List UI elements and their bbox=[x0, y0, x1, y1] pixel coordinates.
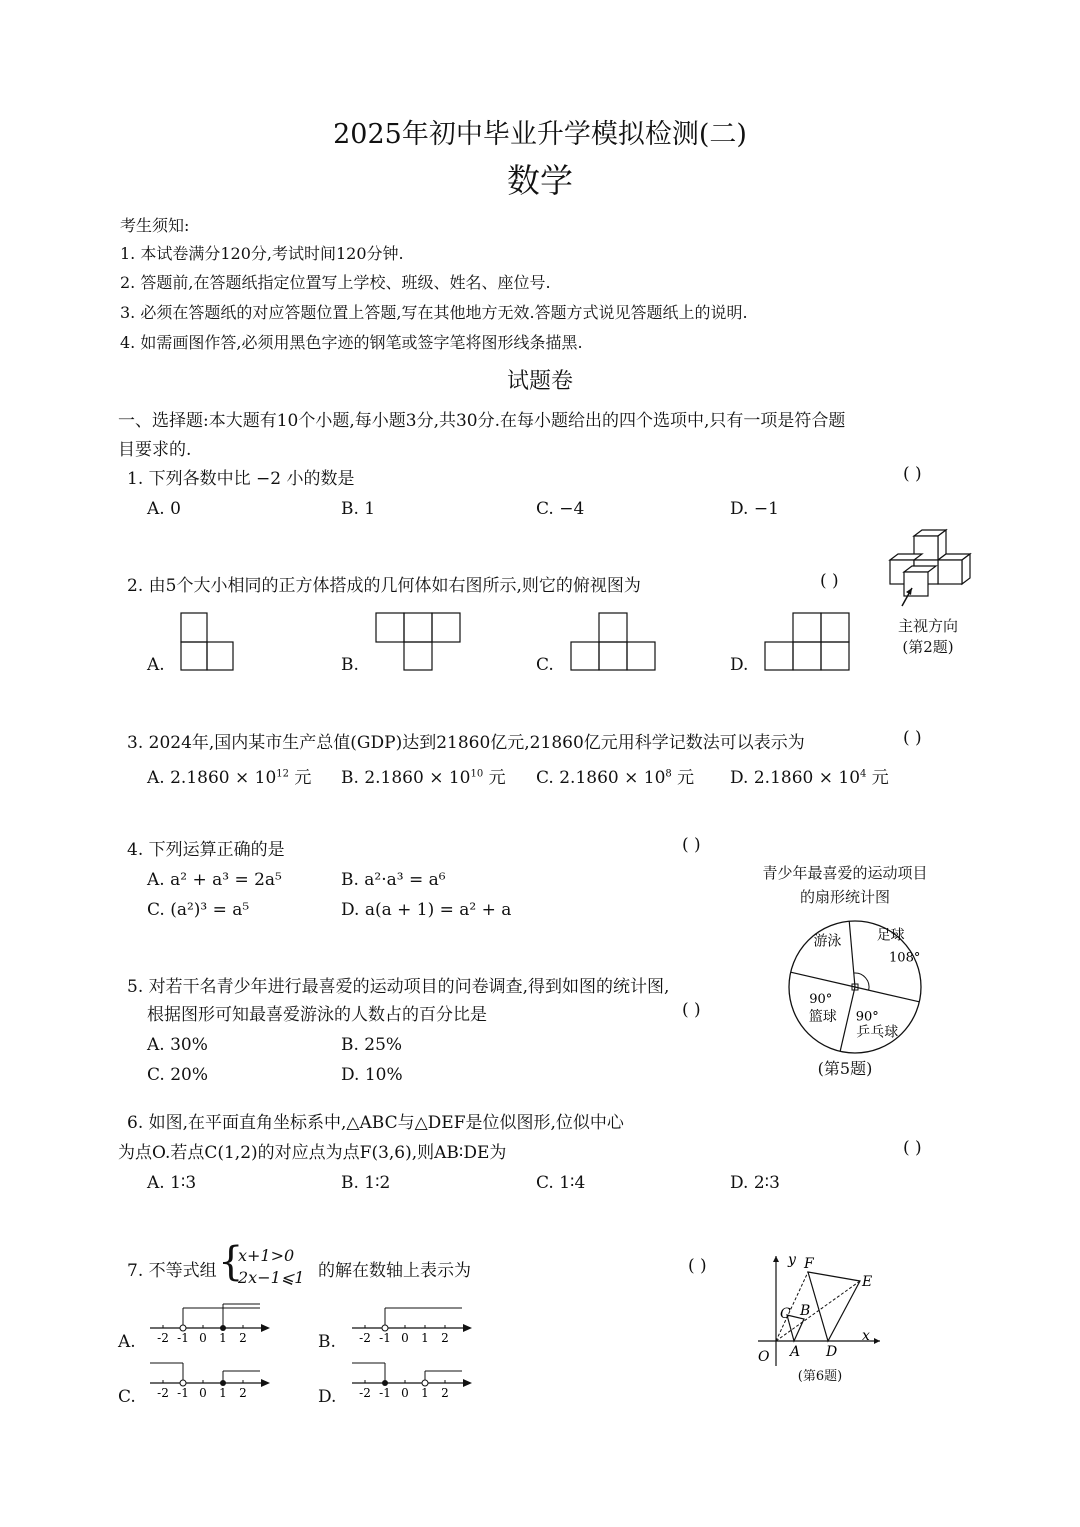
number-line-tick-label: -1 bbox=[177, 1331, 189, 1345]
number-line-tick-label: -1 bbox=[379, 1331, 391, 1345]
q7-option-b-label: B. bbox=[318, 1332, 336, 1352]
q2-answer-paren: ( ) bbox=[820, 571, 839, 591]
fig-label-y: y bbox=[788, 1252, 796, 1268]
q2-view-label: 主视方向 bbox=[897, 617, 958, 635]
number-line-tick-label: -2 bbox=[157, 1331, 169, 1345]
q1-stem: 1. 下列各数中比 −2 小的数是 bbox=[127, 469, 355, 489]
closed-point bbox=[382, 1380, 388, 1386]
q7-inequality-2: 2x−1⩽1 bbox=[238, 1268, 305, 1287]
q6-option-c: C. 1∶4 bbox=[536, 1173, 586, 1193]
notice-heading: 考生须知: bbox=[120, 216, 190, 235]
number-line-tick-label: -2 bbox=[157, 1386, 169, 1400]
fig-label-d: D bbox=[826, 1344, 838, 1360]
q7-option-b-numberline bbox=[350, 1300, 475, 1348]
closed-point bbox=[220, 1380, 226, 1386]
q3-stem: 3. 2024年,国内某市生产总值(GDP)达到21860亿元,21860亿元用科学记数法可以表示为 bbox=[127, 733, 805, 753]
q3-option-c-exp: 8 bbox=[665, 768, 672, 780]
q3-option-d bbox=[730, 763, 889, 788]
number-line-tick-label: -1 bbox=[379, 1386, 391, 1400]
q7-option-d-label: D. bbox=[318, 1387, 337, 1407]
q7-inequality-1: x+1>0 bbox=[238, 1246, 295, 1265]
number-line-tick-label: 1 bbox=[219, 1386, 227, 1400]
number-line-tick-label: 0 bbox=[401, 1331, 409, 1345]
subject-title: 数学 bbox=[507, 161, 573, 200]
number-line-tick-label: 2 bbox=[239, 1386, 247, 1400]
q3-option-d-base: 2.1860 × 10 bbox=[753, 768, 861, 788]
open-point bbox=[382, 1325, 388, 1331]
q7-stem-post: 的解在数轴上表示为 bbox=[318, 1261, 471, 1281]
q3-answer-paren: ( ) bbox=[903, 728, 922, 748]
pie-slice-label: 篮球 bbox=[808, 1009, 837, 1026]
fig-label-c: C bbox=[780, 1306, 791, 1322]
number-line-arrow bbox=[261, 1324, 270, 1332]
number-line-tick-label: 0 bbox=[199, 1386, 207, 1400]
q1-option-d: D. −1 bbox=[730, 499, 779, 519]
q6-stem-line2: 为点O.若点C(1,2)的对应点为点F(3,6),则AB∶DE为 bbox=[118, 1143, 507, 1163]
pie-slice-label: 游泳 bbox=[813, 933, 842, 950]
q3-option-d-exp: 4 bbox=[860, 768, 867, 780]
number-line-tick-label: 1 bbox=[219, 1331, 227, 1345]
pie-slice-angle: 90° bbox=[855, 1009, 879, 1025]
q3-option-a-base: 2.1860 × 10 bbox=[170, 768, 277, 788]
q3-option-c-unit: 元 bbox=[677, 768, 695, 788]
q4-option-c: C. (a²)³ = a⁵ bbox=[147, 900, 250, 920]
number-line-tick-label: 2 bbox=[441, 1331, 449, 1345]
q3-option-c bbox=[536, 763, 694, 788]
q6-caption: (第6题) bbox=[797, 1369, 843, 1384]
q6-option-b: B. 1∶2 bbox=[341, 1173, 391, 1193]
number-line-arrow bbox=[463, 1379, 472, 1387]
q5-pie-chart bbox=[780, 912, 930, 1062]
q5-option-c: C. 20% bbox=[147, 1065, 208, 1085]
q7-option-c-label: C. bbox=[118, 1387, 136, 1407]
number-line-tick-label: 1 bbox=[421, 1386, 429, 1400]
q6-coordinate-figure bbox=[748, 1248, 888, 1373]
fig-label-a: A bbox=[790, 1344, 801, 1360]
pie-slice-boundary bbox=[791, 972, 855, 987]
open-point bbox=[180, 1325, 186, 1331]
q2-stem: 2. 由5个大小相同的正方体搭成的几何体如右图所示,则它的俯视图为 bbox=[127, 576, 641, 596]
q5-chart-title-line2: 的扇形统计图 bbox=[799, 888, 890, 906]
q7-stem-pre: 7. 不等式组 bbox=[127, 1261, 217, 1281]
q5-stem-line1: 5. 对若干名青少年进行最喜爱的运动项目的问卷调查,得到如图的统计图, bbox=[127, 977, 670, 997]
number-line-tick-label: 0 bbox=[401, 1386, 409, 1400]
pie-slice-label: 足球 bbox=[876, 927, 905, 944]
q5-option-d: D. 10% bbox=[341, 1065, 403, 1085]
number-line-tick-label: 0 bbox=[199, 1331, 207, 1345]
q5-option-b: B. 25% bbox=[341, 1035, 403, 1055]
triangle-def bbox=[808, 1272, 860, 1341]
q7-option-d-numberline bbox=[350, 1355, 475, 1403]
pie-slice-angle: 90° bbox=[809, 992, 833, 1008]
q7-option-a-numberline bbox=[148, 1300, 273, 1348]
q5-answer-paren: ( ) bbox=[682, 1000, 701, 1020]
pie-slice-boundary bbox=[840, 987, 855, 1051]
q5-option-a: A. 30% bbox=[147, 1035, 208, 1055]
q5-chart-title-line1: 青少年最喜爱的运动项目 bbox=[762, 864, 928, 882]
section-title: 试题卷 bbox=[506, 369, 573, 394]
pie-slice-boundary bbox=[849, 921, 855, 987]
q3-option-b-unit: 元 bbox=[488, 768, 506, 788]
q3-option-a bbox=[147, 763, 311, 788]
q3-option-a-label: A. bbox=[147, 768, 165, 788]
number-line-tick-label: -2 bbox=[359, 1386, 371, 1400]
q1-answer-paren: ( ) bbox=[903, 464, 922, 484]
section-intro-line1: 一、选择题:本大题有10个小题,每小题3分,共30分.在每小题给出的四个选项中,只有一项是符合题 bbox=[118, 411, 846, 431]
q3-option-c-label: C. bbox=[536, 768, 554, 788]
q3-option-b-exp: 10 bbox=[470, 768, 484, 780]
q4-stem: 4. 下列运算正确的是 bbox=[127, 840, 285, 860]
q3-option-a-unit: 元 bbox=[294, 768, 312, 788]
q3-option-b-base: 2.1860 × 10 bbox=[364, 768, 471, 788]
q6-answer-paren: ( ) bbox=[903, 1138, 922, 1158]
q2-caption: (第2题) bbox=[902, 638, 954, 656]
pie-slice-label: 乒乓球 bbox=[856, 1024, 899, 1041]
q3-option-d-unit: 元 bbox=[871, 768, 889, 788]
q2-option-c-figure bbox=[568, 610, 660, 672]
q3-option-d-label: D. bbox=[730, 768, 749, 788]
number-line-tick-label: -1 bbox=[177, 1386, 189, 1400]
q5-caption: (第5题) bbox=[817, 1059, 873, 1078]
notice-item: 2. 答题前,在答题纸指定位置写上学校、班级、姓名、座位号. bbox=[120, 273, 551, 292]
q2-option-d-figure bbox=[762, 610, 854, 672]
notice-item: 1. 本试卷满分120分,考试时间120分钟. bbox=[120, 244, 404, 263]
q2-cube-figure bbox=[878, 528, 978, 618]
q4-option-d: D. a(a + 1) = a² + a bbox=[341, 900, 512, 920]
notice-item: 3. 必须在答题纸的对应答题位置上答题,写在其他地方无效.答题方式说见答题纸上的说明. bbox=[120, 303, 748, 322]
q7-option-a-label: A. bbox=[118, 1332, 136, 1352]
q4-option-b: B. a²·a³ = a⁶ bbox=[341, 870, 446, 890]
q4-answer-paren: ( ) bbox=[682, 835, 701, 855]
q3-option-b-label: B. bbox=[341, 768, 359, 788]
number-line-tick-label: 2 bbox=[441, 1386, 449, 1400]
q1-option-b: B. 1 bbox=[341, 499, 376, 519]
number-line-tick-label: 1 bbox=[421, 1331, 429, 1345]
q2-option-b-figure bbox=[373, 610, 463, 672]
q4-option-a: A. a² + a³ = 2a⁵ bbox=[147, 870, 282, 890]
q1-option-c: C. −4 bbox=[536, 499, 585, 519]
q3-option-c-base: 2.1860 × 10 bbox=[559, 768, 666, 788]
q3-option-a-exp: 12 bbox=[276, 768, 289, 780]
fig-label-x: x bbox=[862, 1328, 870, 1344]
q1-option-a: A. 0 bbox=[147, 499, 181, 519]
number-line-tick-label: 2 bbox=[239, 1331, 247, 1345]
number-line-tick-label: -2 bbox=[359, 1331, 371, 1345]
open-point bbox=[422, 1380, 428, 1386]
q6-option-d: D. 2∶3 bbox=[730, 1173, 780, 1193]
q6-stem-line1: 6. 如图,在平面直角坐标系中,△ABC与△DEF是位似图形,位似中心 bbox=[127, 1113, 624, 1133]
q7-answer-paren: ( ) bbox=[688, 1256, 707, 1276]
pie-slice-boundary bbox=[855, 987, 919, 1002]
number-line-arrow bbox=[463, 1324, 472, 1332]
q2-option-b-label: B. bbox=[341, 655, 359, 675]
fig-label-f: F bbox=[804, 1256, 814, 1272]
q2-option-c-label: C. bbox=[536, 655, 554, 675]
number-line-arrow bbox=[261, 1379, 270, 1387]
q7-option-c-numberline bbox=[148, 1355, 273, 1403]
q2-option-a-label: A. bbox=[147, 655, 165, 675]
exam-title: 2025年初中毕业升学模拟检测(二) bbox=[333, 119, 747, 150]
fig-label-b: B bbox=[800, 1303, 811, 1319]
q2-option-d-label: D. bbox=[730, 655, 749, 675]
notice-item: 4. 如需画图作答,必须用黑色字迹的钢笔或签字笔将图形线条描黑. bbox=[120, 333, 583, 352]
q7-brace: { bbox=[218, 1239, 244, 1285]
q2-option-a-figure bbox=[178, 610, 238, 672]
section-intro-line2: 目要求的. bbox=[118, 440, 192, 460]
fig-label-o: O bbox=[758, 1349, 770, 1365]
q6-option-a: A. 1∶3 bbox=[147, 1173, 197, 1193]
closed-point bbox=[220, 1325, 226, 1331]
fig-label-e: E bbox=[862, 1274, 873, 1290]
open-point bbox=[180, 1380, 186, 1386]
pie-slice-angle: 108° bbox=[889, 950, 921, 966]
q3-option-b bbox=[341, 763, 506, 788]
q5-stem-line2: 根据图形可知最喜爱游泳的人数占的百分比是 bbox=[147, 1005, 487, 1025]
